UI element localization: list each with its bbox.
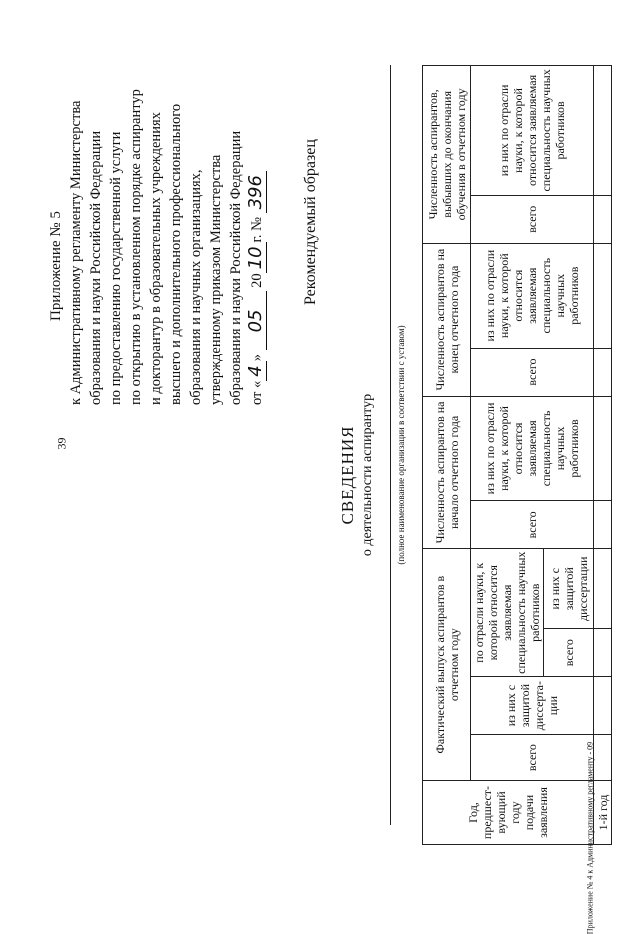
empty-cell	[594, 396, 612, 501]
handwritten-month: 05	[245, 291, 267, 350]
graduation-branch-header: по отрасли науки, к которой относится заявляемая специальность научных работников	[471, 549, 544, 677]
handwritten-order-number: 396	[245, 171, 267, 213]
organization-caption: (полное наименование организации в соответствии с уставом)	[396, 325, 406, 565]
handwritten-year: 10	[245, 242, 267, 273]
graduation-total: всего	[471, 735, 594, 781]
appendix-line: по предоставлению государственной услуги	[108, 131, 124, 405]
handwritten-day: 4	[245, 361, 267, 380]
appendix-line: по открытию в установленном порядке аспирантур	[128, 89, 144, 405]
empty-cell	[594, 66, 612, 196]
footer-note: Приложение № 4 к Административному регламенту - 09	[585, 741, 595, 934]
graduation-header: Фактический выпуск аспирантов в отчетном году	[423, 549, 471, 781]
year-header: Год, предшест-вующий году подачи заявления	[423, 781, 594, 845]
page-number: 39	[54, 437, 69, 450]
appendix-line: к Административному регламенту Министерства	[68, 100, 84, 405]
end-count-header: Численность аспирантов на конец отчетного года	[423, 243, 471, 396]
document-title: СВЕДЕНИЯ	[338, 425, 357, 525]
date-separator: »	[249, 354, 265, 362]
appendix-heading: Приложение № 5	[48, 211, 64, 321]
dropout-total: всего	[471, 195, 594, 243]
empty-cell	[594, 243, 612, 348]
appendix-block	[46, 25, 267, 405]
appendix-line: высшего и дополнительного профессионального	[168, 103, 184, 405]
first-year-cell: 1-й год	[594, 781, 612, 845]
appendix-line: утвержденному приказом Министерства	[208, 154, 224, 405]
document-subtitle: о деятельности аспирантур	[360, 393, 375, 557]
start-of-them-branch: из них по отрасли науки, к которой относится заявляемая специальность научных работников	[471, 396, 594, 501]
empty-cell	[594, 629, 612, 677]
rotated-page-content	[40, 25, 640, 865]
appendix-date-line	[246, 25, 267, 405]
graduation-branch-with-defense: из них с защитой диссертации	[544, 549, 594, 629]
date-prefix: от «	[249, 380, 265, 405]
dropout-header: Численность аспирантов, выбывших до окончания обучения в отчетном году	[423, 66, 471, 244]
empty-cell	[594, 677, 612, 735]
report-table	[422, 65, 612, 845]
empty-cell	[594, 549, 612, 629]
end-total: всего	[471, 348, 594, 396]
date-century: 20	[249, 273, 265, 288]
start-count-header: Численность аспирантов на начало отчетного года	[423, 396, 471, 549]
appendix-line: образования и научных организациях,	[188, 169, 204, 405]
recommended-sample-label: Рекомендуемый образец	[302, 139, 319, 305]
organization-name-line	[390, 65, 391, 825]
appendix-line: образования и науки Российской Федерации	[88, 130, 104, 405]
graduation-branch-total: всего	[544, 629, 594, 677]
appendix-line: и докторантур в образовательных учреждениях	[148, 112, 164, 405]
empty-cell	[594, 501, 612, 549]
dropout-of-them-branch: из них по отрасли науки, к которой относится заявляемая специальность научных работников	[471, 66, 594, 196]
empty-cell	[594, 735, 612, 781]
empty-cell	[594, 195, 612, 243]
start-total: всего	[471, 501, 594, 549]
end-of-them-branch: из них по отрасли науки, к которой относится заявляемая специальность научных работников	[471, 243, 594, 348]
date-number-label: г. №	[249, 217, 265, 243]
appendix-line: образования и науки Российской Федерации	[228, 130, 244, 405]
empty-cell	[594, 348, 612, 396]
graduation-with-defense: из них с защитой диссерта-ции	[471, 677, 594, 735]
